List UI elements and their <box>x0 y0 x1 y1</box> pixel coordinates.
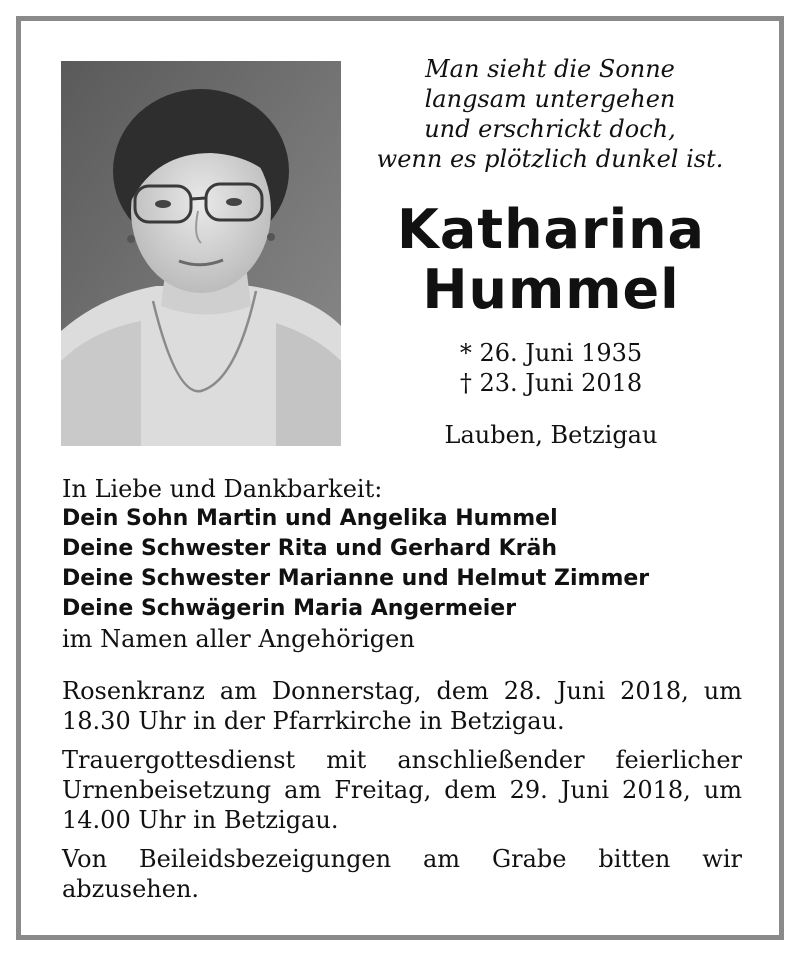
life-dates <box>360 338 742 398</box>
mourners-section <box>62 474 742 654</box>
birth-date: * 26. Juni 1935 <box>459 339 643 367</box>
poem-line: wenn es plötzlich dunkel ist. <box>376 145 724 173</box>
rosary-notice: Rosenkranz am Donnerstag, dem 28. Juni 2018, um 18.30 Uhr in der Pfarrkirche in Betzigau. <box>62 677 742 735</box>
last-name: Hummel <box>422 258 680 321</box>
first-name: Katharina <box>396 198 705 261</box>
mourner-name: Deine Schwester Rita und Gerhard Kräh <box>62 536 558 561</box>
poem <box>360 54 740 174</box>
mourners-intro: In Liebe und Dankbarkeit: <box>62 475 383 503</box>
mourner-name: Deine Schwägerin Maria Angermeier <box>62 596 517 621</box>
funeral-service-notice: Trauergottesdienst mit anschließender feierlicher Urnenbeisetzung am Freitag, dem 29. Juni 2018, um 14.00 Uhr in Betzigau. <box>62 746 742 834</box>
mourners-outro: im Namen aller Angehörigen <box>62 625 415 653</box>
deceased-name <box>360 200 742 320</box>
death-date: † 23. Juni 2018 <box>459 369 643 397</box>
condolence-notice: Von Beileidsbezeigungen am Grabe bitten wir abzusehen. <box>62 845 742 903</box>
portrait-photo <box>61 61 341 446</box>
mourner-name: Dein Sohn Martin und Angelika Hummel <box>62 506 558 531</box>
poem-line: und erschrickt doch, <box>424 115 676 143</box>
poem-line: Man sieht die Sonne <box>425 55 675 83</box>
service-notices <box>62 676 742 913</box>
mourner-name: Deine Schwester Marianne und Helmut Zimmer <box>62 566 650 591</box>
poem-line: langsam untergehen <box>424 85 676 113</box>
place-of-residence: Lauben, Betzigau <box>444 421 658 449</box>
